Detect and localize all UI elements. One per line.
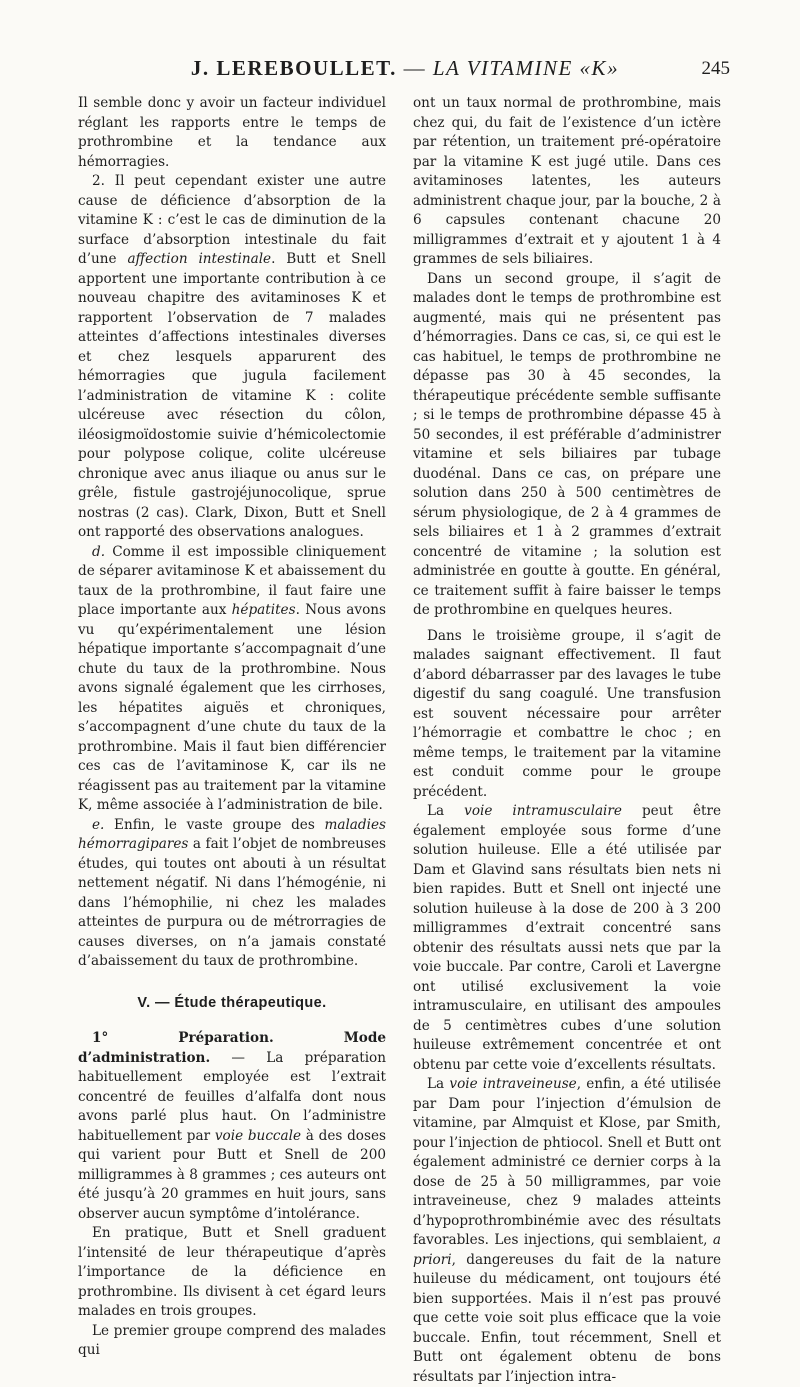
paragraph: En pratique, Butt et Snell graduent l’intensité de leur thérapeutique d’après l’importance de la déficience en prothrombine. Ils divisent à cet égard leurs malades en trois groupes. [78,1225,386,1319]
paragraph: Dans le troisième groupe, il s’agit de malades saignant effectivement. Il faut d’abord débarrasser par des lavages le tube digestif du sang coagulé. Une transfusion est souvent nécessaire pour arrêter l’hémorragie et combattre le choc ; en même temps, le traitement par la vitamine est conduit comme pour le groupe précédent. [413,627,721,800]
paragraph: 1° Préparation. Mode d’administration. — La préparation habituellement employée est l’extrait concentré de feuilles d’alfalfa dont nous avons parlé plus haut. On l’administre habituellement par voie buccale à des doses qui varient pour Butt et Snell de 200 milligrammes à 8 grammes ; ces auteurs ont été jusqu’à 20 grammes en huit jours, sans observer aucun symptôme d’intolérance. [78,1030,386,1222]
header-title: LA VITAMINE «K» [432,56,620,80]
header-author: J. LEREBOULLET. [190,56,397,80]
paragraph: ont un taux normal de prothrombine, mais chez qui, du fait de l’existence d’un ictère par rétention, un traitement pré-opératoire par la vitamine K est jugé utile. Dans ces avitaminoses latentes, les auteurs administrent chaque jour, par la bouche, 2 à 6 capsules contenant chacune 20 milligrammes d’extrait et y ajoutent 1 à 4 grammes de sels biliaires. [413,95,721,267]
section-heading: V. — Étude thérapeutique. [137,994,327,1011]
paragraph: 2. Il peut cependant exister une autre cause de déficience d’absorption de la vitamine K : c’est le cas de diminution de la surface d’absorption intestinale du fait d’une affection intestinale. Butt et Snell apportent une importante contribution à ce nouveau chapitre des avitaminoses K et rapportent l’observation de 7 malades atteintes d’affections intestinales diverses et chez lesquels apparurent des hémorragies que jugula facilement l’administration de vitamine K : colite ulcéreuse avec résection du côlon, iléosigmoïdostomie suivie d’hémicolectomie pour polypose colique, colite ulcéreuse chronique avec anus iliaque ou anus sur le grêle, fistule gastrojéjunocolique, sprue nostras (2 cas). Clark, Dixon, Butt et Snell ont rapporté des observations analogues. [78,173,386,540]
left-column [78,94,386,1361]
header-title-line [80,56,730,81]
paragraph: Il semble donc y avoir un facteur individuel réglant les rapports entre le temps de prothrombine et la tendance aux hémorragies. [78,95,386,170]
paragraph: Le premier groupe comprend des malades qui [78,1322,386,1358]
subsection-heading: 1° Préparation. Mode d’administration. [78,1030,386,1066]
paragraph: La voie intraveineuse, enfin, a été utilisée par Dam pour l’injection d’émulsion de vitamine, par Almquist et Klose, par Smith, pour l’injection de phtiocol. Snell et Butt ont également administré ce dernier corps à la dose de 25 à 50 milligrammes, par voie intraveineuse, chez 9 malades atteints d’hypoprothrombinémie avec des résultats favorables. Les injections, qui semblaient, a priori, dangereuses du fait de la nature huileuse du médicament, ont toujours été bien supportées. Mais il n’est pas prouvé que cette voie soit plus efficace que la voie buccale. Enfin, tout récemment, Snell et Butt ont également obtenu de bons résultats par l’injection intra- [413,1076,721,1385]
right-column [413,94,721,1387]
paragraph: La voie intramusculaire peut être également employée sous forme d’une solution huileuse. Elle a été utilisée par Dam et Glavind sans résultats bien nets ni bien rapides. Butt et Snell ont injecté une solution huileuse à la dose de 200 à 3 200 milligrammes d’extrait concentré sans obtenir des résultats aussi nets que par la voie buccale. Par contre, Caroli et Lavergne ont utilisé exclusivement la voie intramusculaire, en utilisant des ampoules de 5 centimètres cubes d’une solution huileuse extrêmement concentrée et ont obtenu par cette voie d’excellents résultats. [413,803,721,1073]
page-number: 245 [701,58,730,79]
running-header [80,56,730,88]
paragraph: e. Enfin, le vaste groupe des maladies hémorragipares a fait l’objet de nombreuses études, qui toutes ont abouti à un résultat nettement négatif. Ni dans l’hémogénie, ni dans l’hémophilie, ni chez les malades atteintes de purpura ou de métrorragies de causes diverses, on n’a jamais constaté d’abaissement du taux de prothrombine. [78,816,386,969]
paragraph: Dans un second groupe, il s’agit de malades dont le temps de prothrombine est augmenté, mais qui ne présentent pas d’hémorragies. Dans ce cas, si, ce qui est le cas habituel, le temps de prothrombine ne dépasse pas 30 à 45 secondes, la thérapeutique précédente semble suffisante ; si le temps de prothrombine dépasse 45 à 50 secondes, il est préférable d’administrer vitamine et sels biliaires par tubage duodénal. Dans ce cas, on prépare une solution dans 250 à 500 centimètres de sérum physiologique, de 2 à 4 grammes de sels biliaires et 1 à 2 grammes d’extrait concentré de vitamine ; la solution est administrée en goutte à goutte. En général, ce traitement suffit à faire baisser le temps de prothrombine en quelques heures. [413,270,721,618]
paragraph: d. Comme il est impossible cliniquement de séparer avitaminose K et abaissement du taux de la prothrombine, il faut faire une place importante aux hépatites. Nous avons vu qu’expérimentalement une lésion hépatique importante s’accompagnait d’une chute du taux de la prothrombine. Nous avons signalé également que les cirrhoses, les hépatites aiguës et chroniques, s’accompagnent d’une chute du taux de la prothrombine. Mais il faut bien différencier ces cas de l’avitaminose K, car ils ne réagissent pas au traitement par la vitamine K, même associée à l’administration de bile. [78,543,386,813]
header-separator: — [396,56,433,80]
